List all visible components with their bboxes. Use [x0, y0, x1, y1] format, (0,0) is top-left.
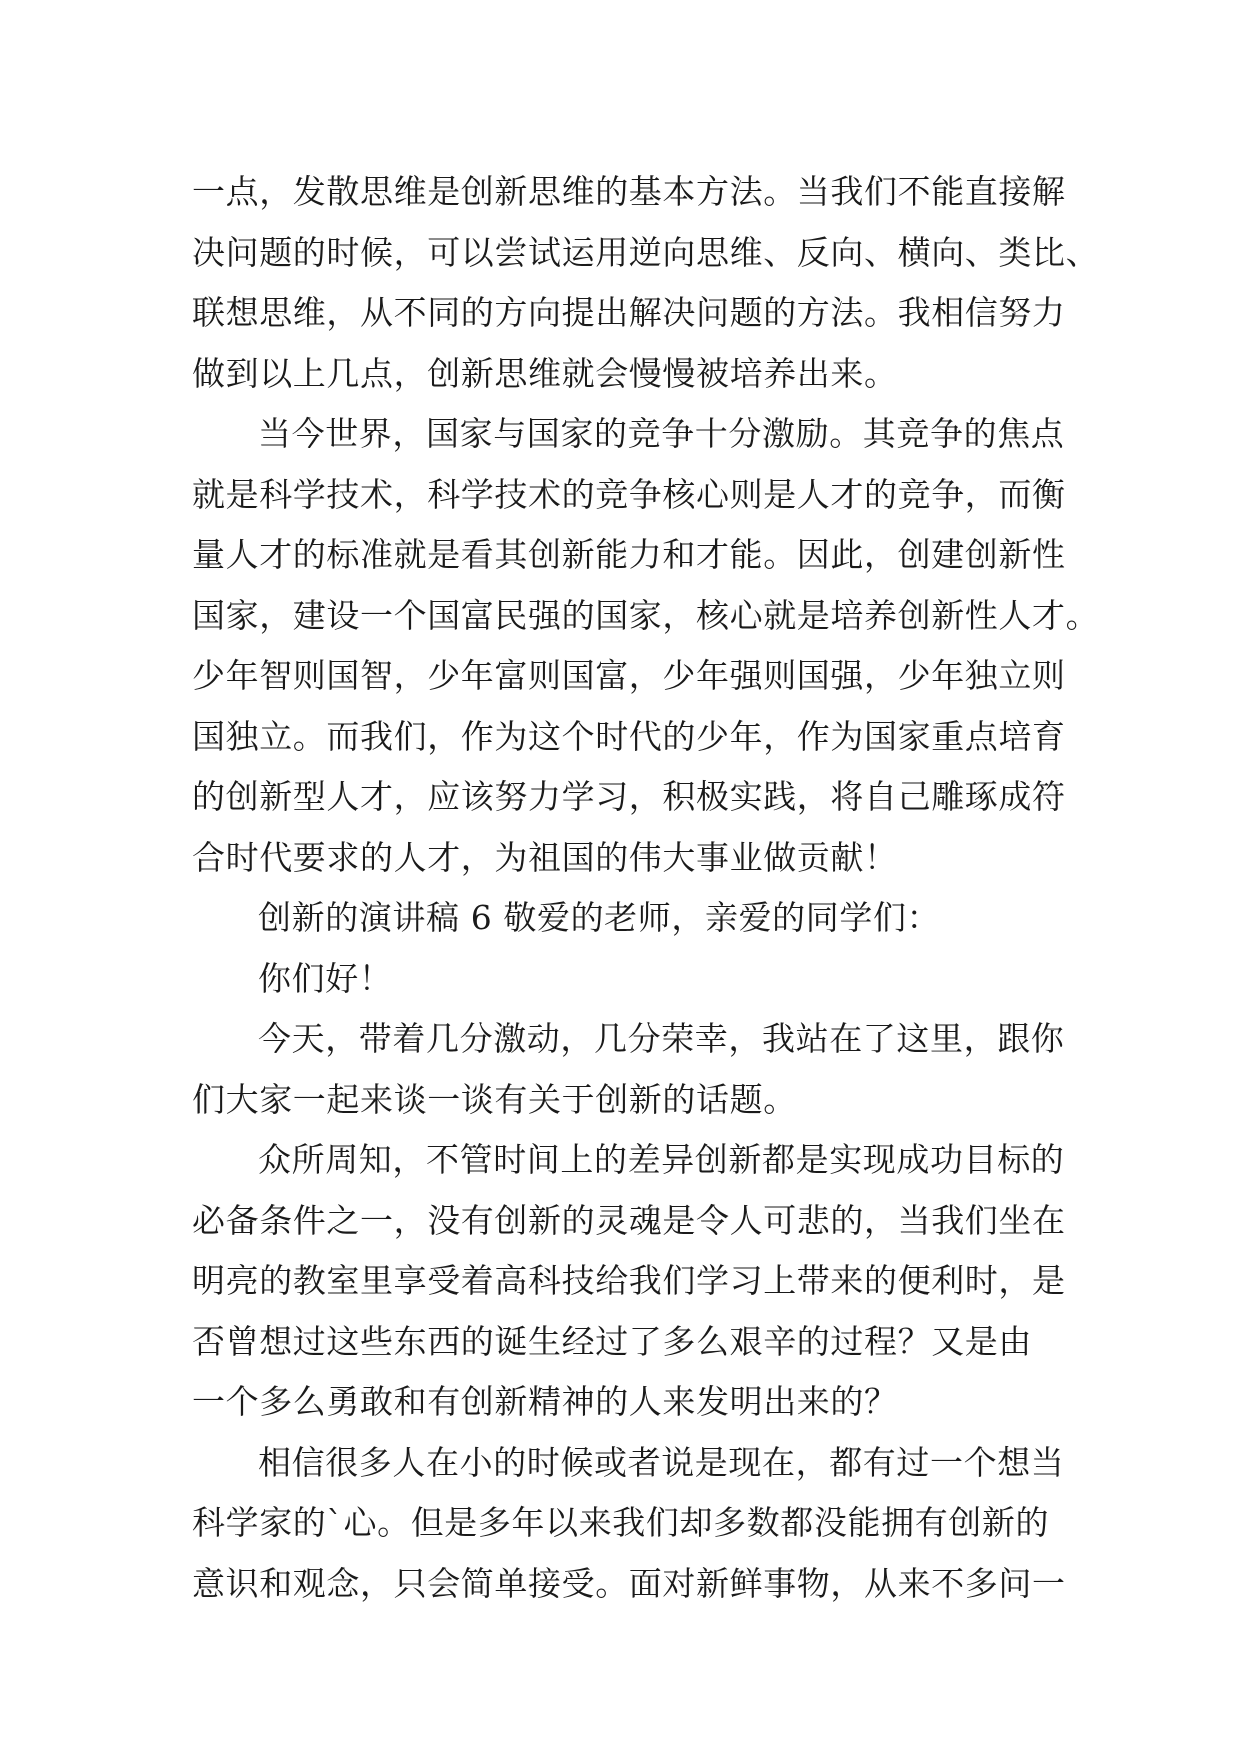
text-line: 做到以上几点，创新思维就会慢慢被培养出来。 — [192, 353, 898, 393]
text-line: 决问题的时候，可以尝试运用逆向思维、反向、横向、类比、 — [192, 232, 1100, 272]
text-line: 科学家的`心。但是多年以来我们却多数都没能拥有创新的 — [192, 1503, 1050, 1542]
text-line: 一个多么勇敢和有创新精神的人来发明出来的？ — [192, 1382, 898, 1421]
text-line: 量人才的标准就是看其创新能力和才能。因此，创建创新性 — [192, 535, 1066, 574]
text-line: 国独立。而我们，作为这个时代的少年，作为国家重点培育 — [192, 716, 1066, 756]
text-line: 合时代要求的人才，为祖国的伟大事业做贡献！ — [192, 837, 898, 877]
text-line: 联想思维，从不同的方向提出解决问题的方法。我相信努力 — [192, 293, 1066, 332]
text-line: 必备条件之一，没有创新的灵魂是令人可悲的，当我们坐在 — [192, 1200, 1066, 1240]
text-line: 国家，建设一个国富民强的国家，核心就是培养创新性人才。 — [192, 595, 1100, 635]
text-line: 今天，带着几分激动，几分荣幸，我站在了这里，跟你 — [258, 1019, 1065, 1058]
text-line: 的创新型人才，应该努力学习，积极实践，将自己雕琢成符 — [192, 777, 1066, 816]
text-line: 众所周知，不管时间上的差异创新都是实现成功目标的 — [258, 1140, 1065, 1179]
text-line: 明亮的教室里享受着高科技给我们学习上带来的便利时，是 — [192, 1261, 1066, 1300]
text-line: 当今世界，国家与国家的竞争十分激励。其竞争的焦点 — [258, 414, 1065, 453]
text-line: 们大家一起来谈一谈有关于创新的话题。 — [192, 1079, 797, 1119]
document-body — [192, 162, 1100, 1614]
text-line: 否曾想过这些东西的诞生经过了多么艰辛的过程？又是由 — [192, 1321, 1032, 1361]
text-line: 你们好！ — [258, 958, 393, 998]
text-line: 相信很多人在小的时候或者说是现在，都有过一个想当 — [258, 1442, 1065, 1482]
text-line: 意识和观念，只会简单接受。面对新鲜事物，从来不多问一 — [192, 1563, 1066, 1603]
text-line: 就是科学技术，科学技术的竞争核心则是人才的竞争，而衡 — [192, 474, 1066, 514]
text-line: 创新的演讲稿 6 敬爱的老师，亲爱的同学们： — [258, 898, 941, 937]
text-line: 一点，发散思维是创新思维的基本方法。当我们不能直接解 — [192, 172, 1066, 211]
text-line: 少年智则国智，少年富则国富，少年强则国强，少年独立则 — [192, 656, 1066, 695]
